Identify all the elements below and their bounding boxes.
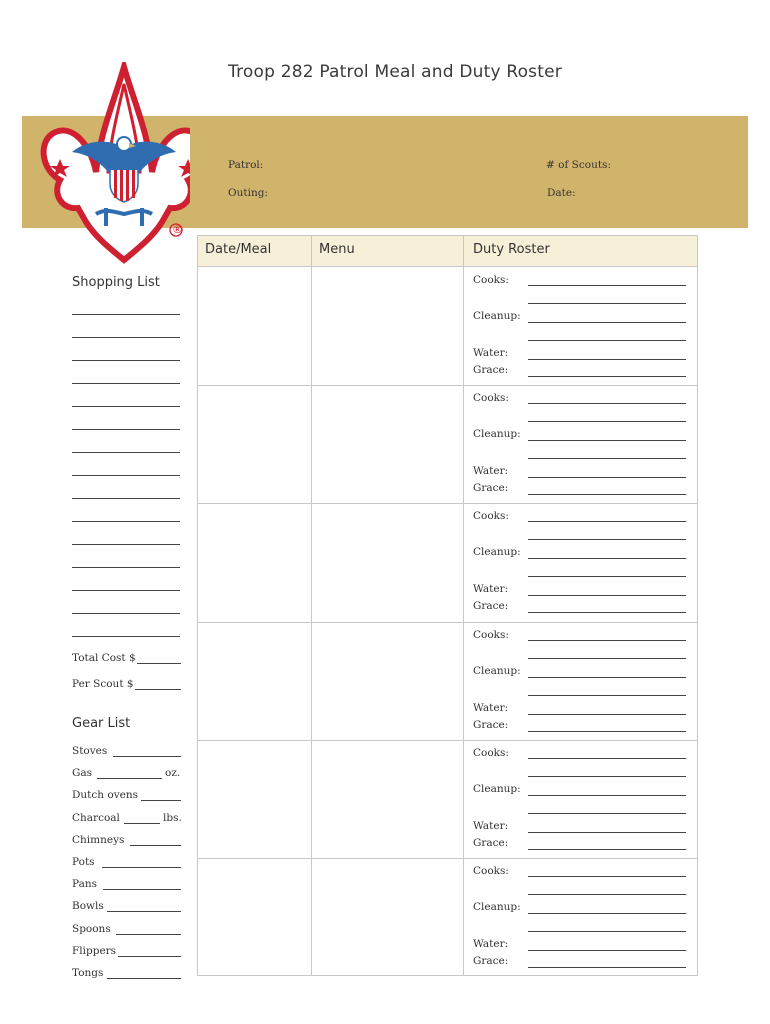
cooks-field[interactable] xyxy=(528,776,686,777)
cleanup-field[interactable] xyxy=(528,576,686,577)
shopping-list-line[interactable] xyxy=(72,429,180,430)
gear-item-tongs: Tongs xyxy=(72,967,104,979)
gear-item-field[interactable] xyxy=(103,889,181,890)
cooks-field[interactable] xyxy=(528,894,686,895)
row-divider xyxy=(198,858,697,859)
grace-label: Grace: xyxy=(473,482,509,495)
water-label: Water: xyxy=(473,938,509,950)
cooks-field[interactable] xyxy=(528,521,686,522)
gear-item-gas: Gas xyxy=(72,767,93,780)
grace-label: Grace: xyxy=(473,836,509,849)
cleanup-field[interactable] xyxy=(528,558,686,559)
grace-label: Grace: xyxy=(473,600,509,613)
water-label: Water: xyxy=(473,347,509,359)
shopping-list-line[interactable] xyxy=(72,636,180,637)
water-label: Water: xyxy=(473,819,509,832)
shopping-list-line[interactable] xyxy=(72,383,180,384)
shopping-list-line[interactable] xyxy=(72,406,180,407)
cleanup-field[interactable] xyxy=(528,913,686,914)
cleanup-field[interactable] xyxy=(528,795,686,796)
shopping-list-line[interactable] xyxy=(72,567,180,568)
gear-item-field[interactable] xyxy=(107,911,181,912)
page-title: Troop 282 Patrol Meal and Duty Roster xyxy=(228,62,562,82)
gear-item-field[interactable] xyxy=(102,867,181,868)
cleanup-field[interactable] xyxy=(528,677,686,678)
water-label: Water: xyxy=(473,465,509,478)
cooks-label: Cooks: xyxy=(473,274,509,286)
gear-item-field[interactable] xyxy=(130,845,181,846)
shopping-list-line[interactable] xyxy=(72,452,180,453)
gear-item-pots: Pots xyxy=(72,856,95,868)
gear-item-chimneys: Chimneys xyxy=(72,833,125,846)
shopping-list-line[interactable] xyxy=(72,360,180,361)
water-label: Water: xyxy=(473,583,509,596)
cooks-field[interactable] xyxy=(528,285,686,286)
shopping-list-line[interactable] xyxy=(72,521,180,522)
cleanup-label: Cleanup: xyxy=(473,664,521,677)
patrol-label: Patrol: xyxy=(228,159,264,171)
cooks-field[interactable] xyxy=(528,658,686,659)
cleanup-label: Cleanup: xyxy=(473,546,521,559)
cooks-field[interactable] xyxy=(528,539,686,540)
row-divider xyxy=(198,622,697,623)
meal-duty-table xyxy=(197,235,698,976)
cleanup-label: Cleanup: xyxy=(473,782,521,795)
water-field[interactable] xyxy=(528,832,686,833)
cooks-field[interactable] xyxy=(528,303,686,304)
grace-field[interactable] xyxy=(528,612,686,613)
grace-label: Grace: xyxy=(473,364,509,376)
total-cost-label: Total Cost $ xyxy=(72,652,136,664)
shopping-list-heading: Shopping List xyxy=(72,275,160,290)
cooks-label: Cooks: xyxy=(473,628,509,641)
water-field[interactable] xyxy=(528,359,686,360)
gear-item-field[interactable] xyxy=(97,778,162,779)
gear-unit-label: oz. xyxy=(165,767,181,780)
per-scout-label: Per Scout $ xyxy=(72,678,134,690)
row-divider xyxy=(198,740,697,741)
shopping-list-line[interactable] xyxy=(72,613,180,614)
cleanup-field[interactable] xyxy=(528,340,686,341)
water-field[interactable] xyxy=(528,477,686,478)
gear-item-stoves: Stoves xyxy=(72,745,108,757)
gear-item-field[interactable] xyxy=(116,934,181,935)
cooks-label: Cooks: xyxy=(473,510,509,523)
water-label: Water: xyxy=(473,701,509,714)
gear-item-bowls: Bowls xyxy=(72,900,104,913)
grace-field[interactable] xyxy=(528,731,686,732)
cleanup-field[interactable] xyxy=(528,695,686,696)
grace-field[interactable] xyxy=(528,967,686,968)
gear-item-field[interactable] xyxy=(107,978,181,979)
cooks-label: Cooks: xyxy=(473,746,509,759)
grace-field[interactable] xyxy=(528,376,686,377)
shopping-list-line[interactable] xyxy=(72,590,180,591)
gear-item-pans: Pans xyxy=(72,878,98,891)
grace-field[interactable] xyxy=(528,494,686,495)
gear-item-field[interactable] xyxy=(141,800,181,801)
shopping-list-line[interactable] xyxy=(72,337,180,338)
row-divider xyxy=(198,385,697,386)
row-divider xyxy=(198,503,697,504)
registered-mark: ® xyxy=(172,223,183,236)
total-cost-field[interactable] xyxy=(137,663,181,664)
grace-label: Grace: xyxy=(473,955,509,967)
cleanup-field[interactable] xyxy=(528,813,686,814)
cleanup-label: Cleanup: xyxy=(473,901,521,913)
cooks-field[interactable] xyxy=(528,640,686,641)
gear-item-flippers: Flippers xyxy=(72,944,117,957)
shopping-list-line[interactable] xyxy=(72,498,180,499)
grace-label: Grace: xyxy=(473,718,509,731)
cooks-field[interactable] xyxy=(528,403,686,404)
shopping-list-line[interactable] xyxy=(72,475,180,476)
cooks-field[interactable] xyxy=(528,758,686,759)
cleanup-label: Cleanup: xyxy=(473,310,521,322)
table-header xyxy=(198,236,697,267)
outing-label: Outing: xyxy=(228,187,268,199)
header-duty-roster: Duty Roster xyxy=(473,242,550,257)
gear-item-field[interactable] xyxy=(124,823,160,824)
grace-field[interactable] xyxy=(528,849,686,850)
column-divider xyxy=(463,236,464,975)
header-date-meal: Date/Meal xyxy=(205,242,272,257)
cleanup-field[interactable] xyxy=(528,322,686,323)
cleanup-field[interactable] xyxy=(528,440,686,441)
gear-item-field[interactable] xyxy=(113,756,181,757)
cleanup-field[interactable] xyxy=(528,458,686,459)
cooks-field[interactable] xyxy=(528,876,686,877)
scouts-label: # of Scouts: xyxy=(546,159,611,171)
gear-item-dutch-ovens: Dutch ovens xyxy=(72,789,138,802)
shopping-list-line[interactable] xyxy=(72,544,180,545)
water-field[interactable] xyxy=(528,950,686,951)
per-scout-field[interactable] xyxy=(135,689,181,690)
cooks-label: Cooks: xyxy=(473,865,509,877)
gear-item-spoons: Spoons xyxy=(72,922,111,935)
cleanup-label: Cleanup: xyxy=(473,428,521,441)
column-divider xyxy=(311,236,312,975)
gear-item-charcoal: Charcoal xyxy=(72,811,120,824)
cooks-field[interactable] xyxy=(528,421,686,422)
gear-unit-label: lbs. xyxy=(163,811,182,824)
water-field[interactable] xyxy=(528,595,686,596)
gear-item-field[interactable] xyxy=(118,956,181,957)
shopping-list-line[interactable] xyxy=(72,314,180,315)
cleanup-field[interactable] xyxy=(528,931,686,932)
date-label: Date: xyxy=(547,187,576,199)
header-menu: Menu xyxy=(319,242,355,257)
fleur-de-lis-logo xyxy=(30,62,190,267)
gear-list-heading: Gear List xyxy=(72,716,131,731)
water-field[interactable] xyxy=(528,714,686,715)
cooks-label: Cooks: xyxy=(473,392,509,405)
